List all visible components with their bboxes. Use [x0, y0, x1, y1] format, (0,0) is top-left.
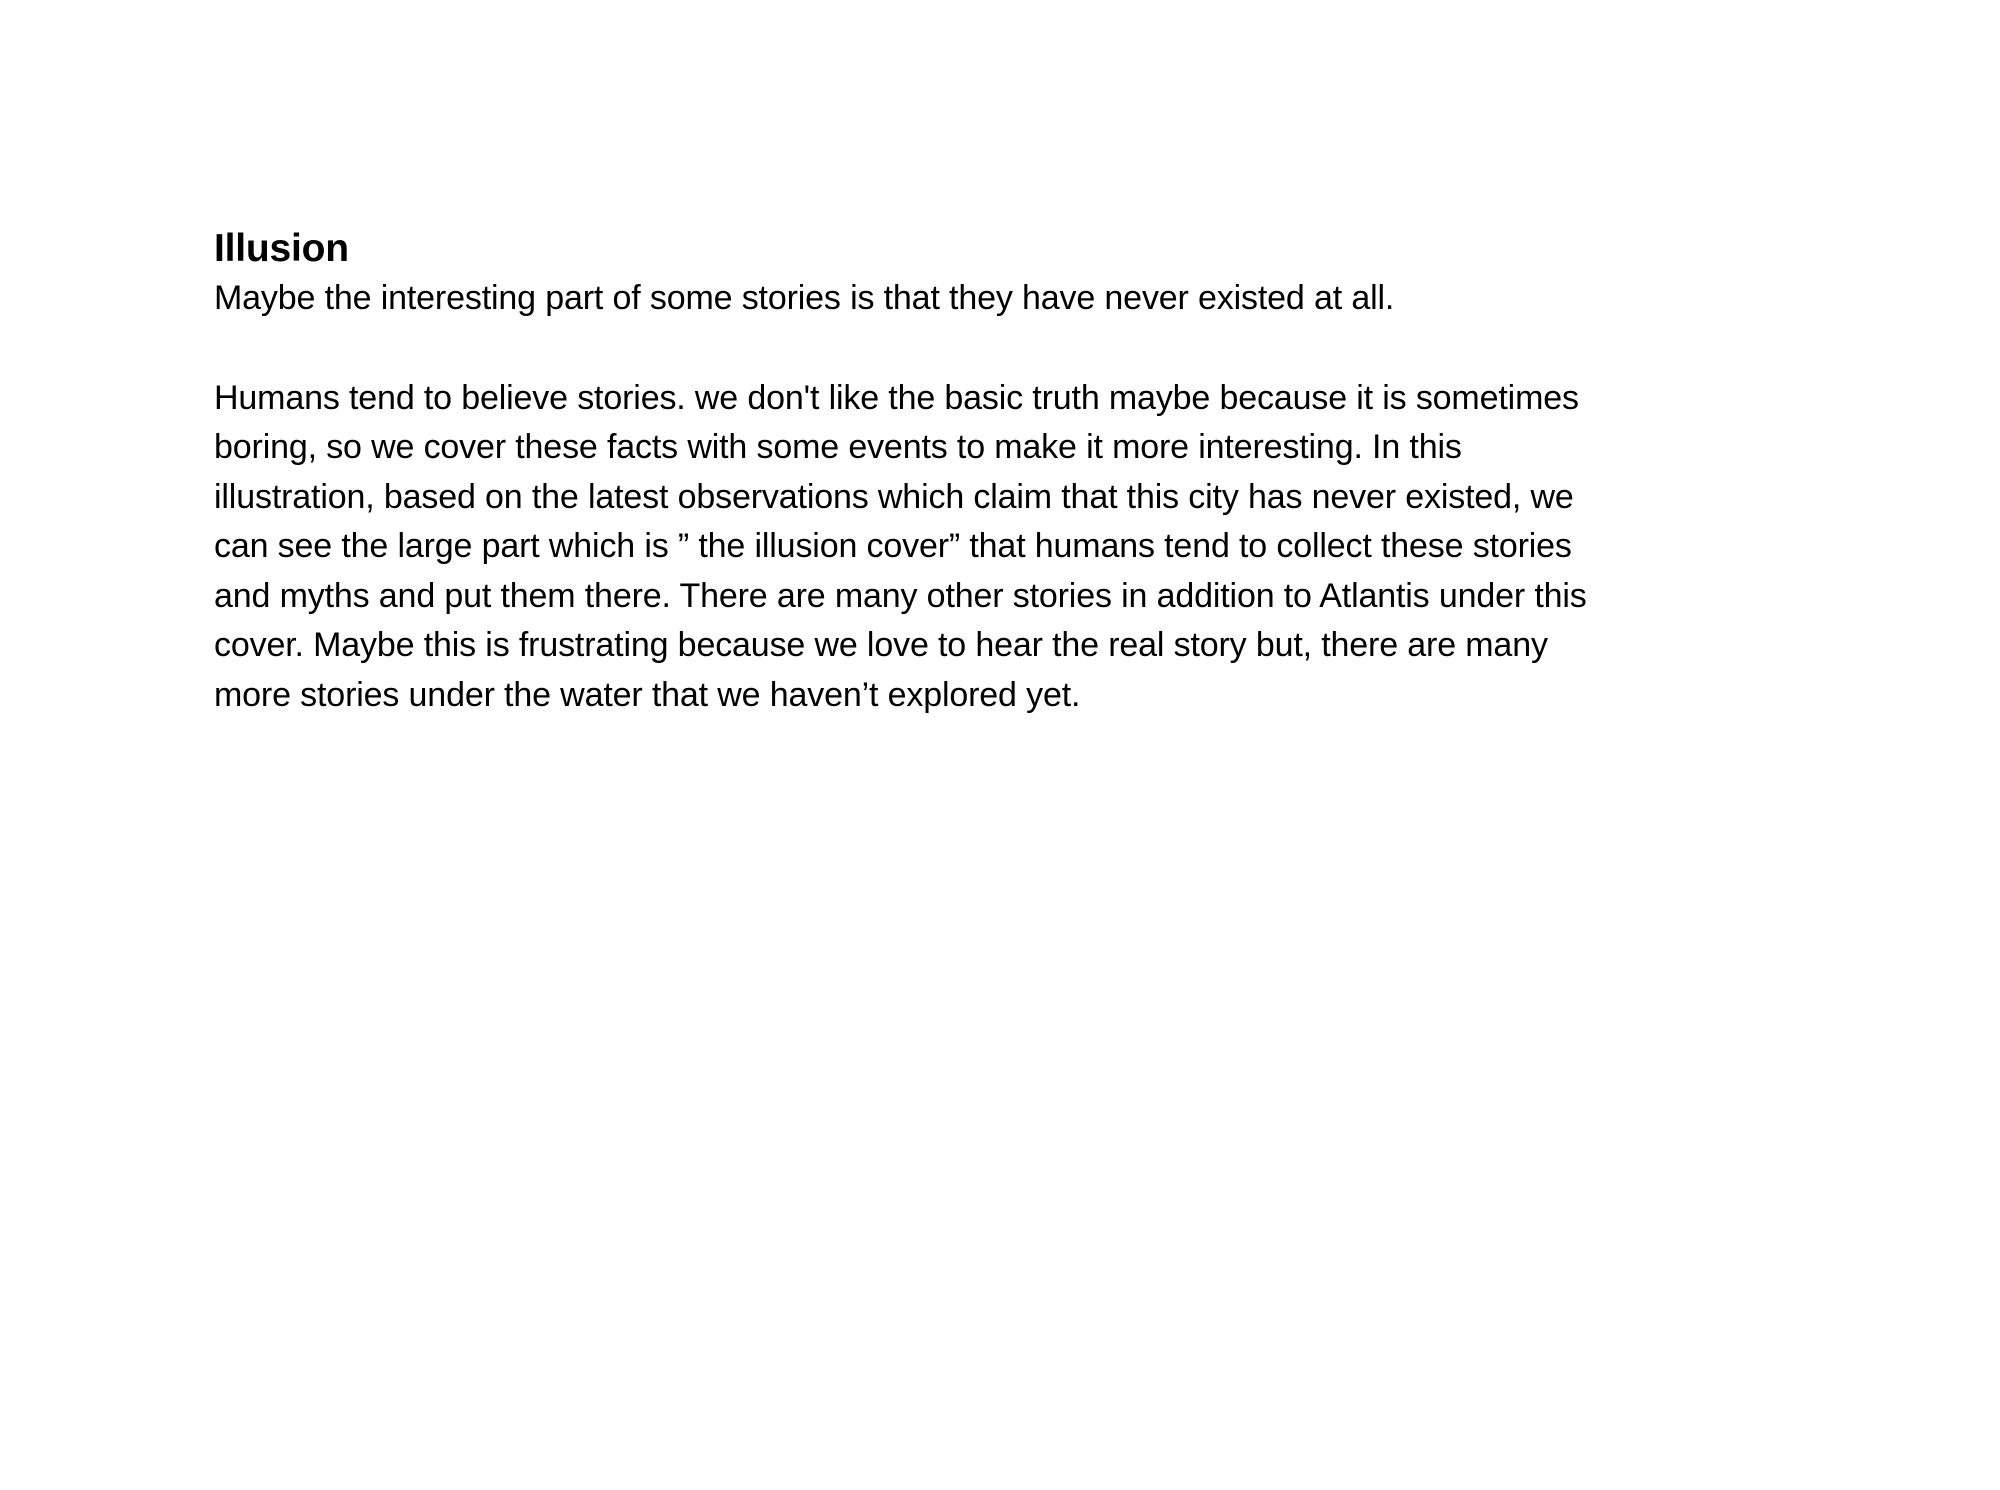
paragraph-line: boring, so we cover these facts with some events to make it more interesting. In this: [214, 428, 1462, 466]
paragraph-line: more stories under the water that we haven’t explored yet.: [214, 675, 1081, 714]
document-content: [214, 224, 1794, 720]
document-title: Illusion: [214, 227, 349, 270]
paragraph-line: cover. Maybe this is frustrating because we love to hear the real story but, there are many: [214, 626, 1548, 664]
paragraph-line: Humans tend to believe stories. we don't like the basic truth maybe because it is sometimes: [214, 378, 1579, 417]
paragraph-line: illustration, based on the latest observations which claim that this city has never existed, we: [214, 477, 1574, 516]
paragraph-line: and myths and put them there. There are many other stories in addition to Atlantis under this: [214, 576, 1587, 615]
body-paragraph: [214, 374, 1794, 721]
intro-sentence: Maybe the interesting part of some stories is that they have never existed at all.: [214, 279, 1395, 317]
paragraph-spacer: [214, 324, 1794, 374]
paragraph-line: can see the large part which is ” the illusion cover” that humans tend to collect these stories: [214, 527, 1572, 565]
